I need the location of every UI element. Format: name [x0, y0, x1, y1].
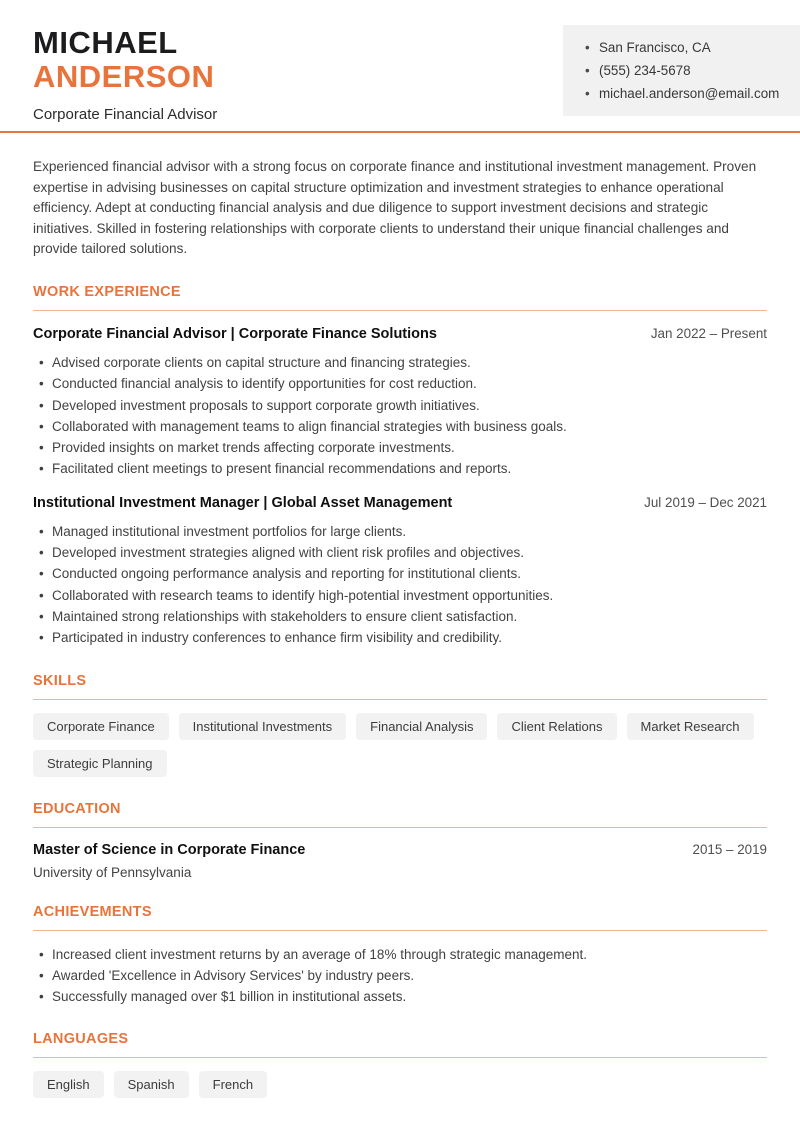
language-tag: Spanish: [114, 1071, 189, 1098]
section-education: [33, 801, 767, 880]
language-tag: French: [199, 1071, 267, 1098]
job-bullet: • Developed investment proposals to support corporate growth initiatives.: [33, 395, 767, 416]
achievement-list: [33, 944, 767, 1008]
job-bullet: • Facilitated client meetings to present financial recommendations and reports.: [33, 458, 767, 479]
skill-tag: Strategic Planning: [33, 750, 167, 777]
professional-summary: Experienced financial advisor with a strong focus on corporate finance and institutional investment management. Proven expertise in advising businesses on capital structure optimization and investment strategies to enhance operational efficiency. Adept at conducting financial analysis and due diligence to support investment decisions and strategic initiatives. Skilled in fostering relationships with corporate clients to understand their unique financial challenges and provide tailored solutions.: [33, 159, 757, 257]
candidate-role: Corporate Financial Advisor: [33, 106, 218, 123]
education-heading: EDUCATION: [33, 801, 767, 828]
job-bullet: • Provided insights on market trends affecting corporate investments.: [33, 437, 767, 458]
skill-tag: Financial Analysis: [356, 713, 487, 740]
name-block: [33, 0, 217, 123]
job-bullet: • Collaborated with management teams to align financial strategies with business goals.: [33, 416, 767, 437]
achievement-bullet: • Successfully managed over $1 billion in institutional assets.: [33, 986, 767, 1007]
skill-tag-list: [33, 713, 767, 777]
job-dates: Jan 2022 – Present: [650, 325, 767, 341]
contact-list: [585, 36, 788, 105]
job-bullet: • Managed institutional investment portfolios for large clients.: [33, 521, 767, 542]
job-title: Corporate Financial Advisor | Corporate Finance Solutions: [33, 325, 437, 342]
contact-card: [563, 25, 800, 116]
contact-item: • San Francisco, CA: [585, 36, 788, 59]
job-bullet: • Advised corporate clients on capital structure and financing strategies.: [33, 352, 767, 373]
job-header: [33, 495, 767, 511]
section-achievements: [33, 904, 767, 1008]
education-school: University of Pennsylvania: [33, 864, 192, 880]
contact-item: • (555) 234-5678: [585, 59, 788, 82]
job-entry: [33, 495, 767, 649]
candidate-last-name: ANDERSON: [33, 59, 215, 94]
skills-heading: SKILLS: [33, 673, 767, 700]
education-list: [33, 842, 767, 880]
section-skills: [33, 673, 767, 777]
section-work-experience: [33, 284, 767, 649]
candidate-first-name: MICHAEL: [33, 25, 178, 60]
work-experience-heading: WORK EXPERIENCE: [33, 284, 767, 311]
skill-tag: Corporate Finance: [33, 713, 169, 740]
language-tag: English: [33, 1071, 104, 1098]
job-header: [33, 326, 767, 342]
skill-tag: Market Research: [627, 713, 754, 740]
section-languages: [33, 1031, 767, 1098]
job-bullet: • Collaborated with research teams to identify high-potential investment opportunities.: [33, 585, 767, 606]
resume-header: [0, 0, 800, 123]
job-bullet: • Conducted financial analysis to identify opportunities for cost reduction.: [33, 373, 767, 394]
header-divider: [0, 131, 800, 133]
language-tag-list: [33, 1071, 767, 1098]
achievements-heading: ACHIEVEMENTS: [33, 904, 767, 931]
job-dates: Jul 2019 – Dec 2021: [644, 494, 767, 510]
job-bullet: • Maintained strong relationships with stakeholders to ensure client satisfaction.: [33, 606, 767, 627]
candidate-name: [33, 26, 217, 94]
skill-tag: Institutional Investments: [179, 713, 346, 740]
education-header: [33, 842, 767, 858]
job-bullet: • Developed investment strategies aligned with client risk profiles and objectives.: [33, 542, 767, 563]
job-bullet: • Conducted ongoing performance analysis and reporting for institutional clients.: [33, 563, 767, 584]
job-list: [33, 326, 767, 649]
education-dates: 2015 – 2019: [692, 841, 767, 857]
job-title: Institutional Investment Manager | Global Asset Management: [33, 494, 453, 511]
job-bullet: • Participated in industry conferences to enhance firm visibility and credibility.: [33, 627, 767, 648]
education-entry: [33, 842, 767, 880]
contact-item: • michael.anderson@email.com: [585, 82, 788, 105]
achievement-bullet: • Awarded 'Excellence in Advisory Services' by industry peers.: [33, 965, 767, 986]
skill-tag: Client Relations: [497, 713, 616, 740]
achievement-bullet: • Increased client investment returns by an average of 18% through strategic management.: [33, 944, 767, 965]
languages-heading: LANGUAGES: [33, 1031, 767, 1058]
job-entry: [33, 326, 767, 480]
job-bullet-list: [33, 352, 767, 480]
resume-body: [0, 157, 800, 1098]
education-degree: Master of Science in Corporate Finance: [33, 841, 306, 858]
job-bullet-list: [33, 521, 767, 649]
